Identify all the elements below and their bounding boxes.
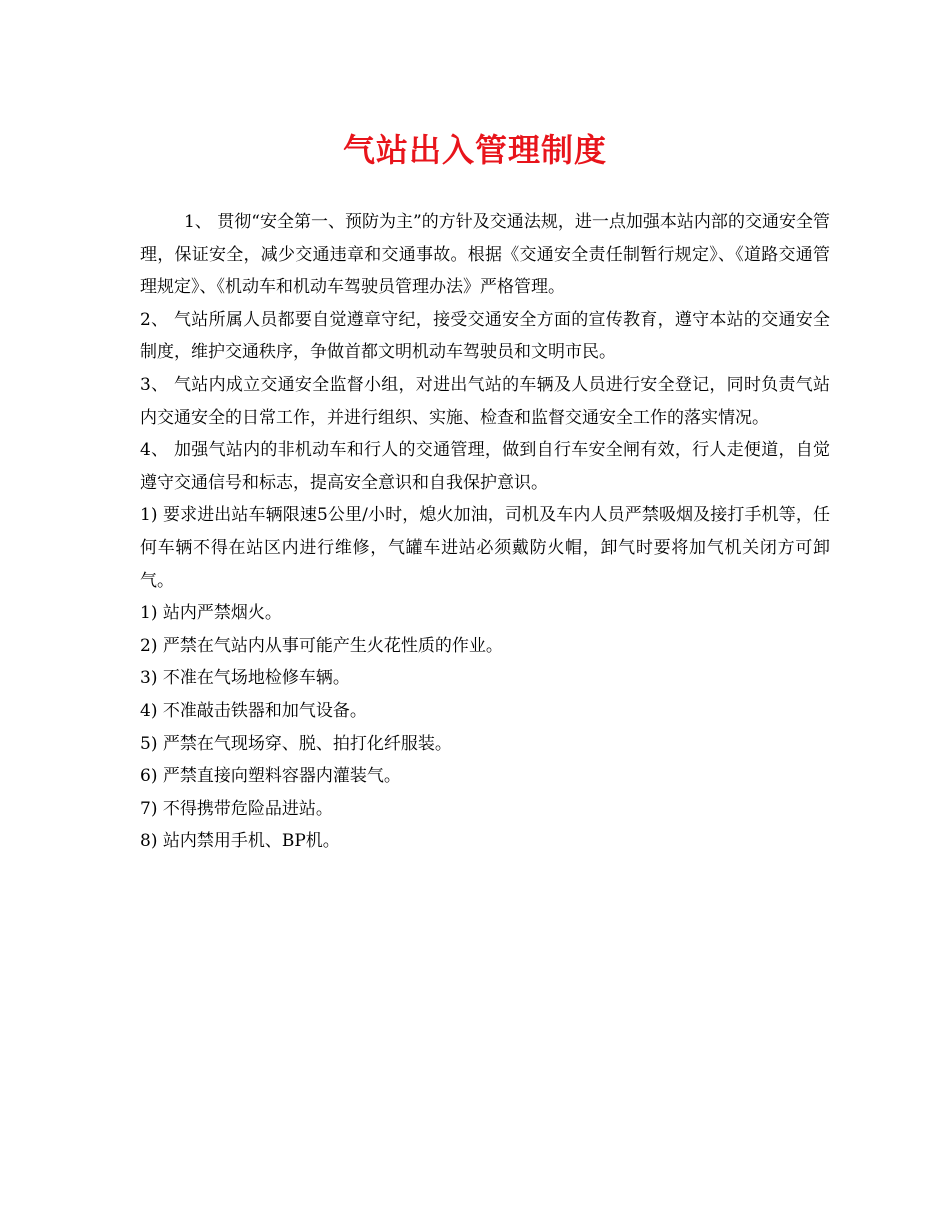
paragraph-5: 1) 要求进出站车辆限速5公里/小时，熄火加油，司机及车内人员严禁吸烟及接打手机等，任何车辆不得在站区内进行维修，气罐车进站必须戴防火帽，卸气时要将加气机关闭方可卸气。 bbox=[140, 505, 830, 591]
paragraph-4: 4、 加强气站内的非机动车和行人的交通管理，做到自行车安全闸有效，行人走便道，自觉遵守交通信号和标志，提高安全意识和自我保护意识。 bbox=[140, 440, 830, 493]
list-item: 4) 不准敲击铁器和加气设备。 bbox=[140, 700, 367, 721]
paragraph-3: 3、 气站内成立交通安全监督小组，对进出气站的车辆及人员进行安全登记，同时负责气站内交通安全的日常工作，并进行组织、实施、检查和监督交通安全工作的落实情况。 bbox=[140, 374, 830, 428]
list-item: 2) 严禁在气站内从事可能产生火花性质的作业。 bbox=[140, 635, 503, 656]
paragraph-1: 1、 贯彻“安全第一、预防为主”的方针及交通法规，进一点加强本站内部的交通安全管理，保证安全，减少交通违章和交通事故。根据《交通安全责任制暂行规定》、《道路交通管理规定》、《机动车和机动车驾驶员管理办法》严格管理。 bbox=[140, 212, 830, 298]
list-item: 8) 站内禁用手机、BP机。 bbox=[140, 831, 340, 852]
list-item: 6) 严禁直接向塑料容器内灌装气。 bbox=[140, 766, 401, 787]
list-item: 5) 严禁在气现场穿、脱、拍打化纤服装。 bbox=[140, 733, 452, 754]
document-title: 气站出入管理制度 bbox=[342, 131, 607, 169]
list-item: 1) 站内严禁烟火。 bbox=[140, 603, 282, 624]
list-item: 3) 不准在气场地检修车辆。 bbox=[140, 668, 350, 689]
document-body bbox=[140, 206, 830, 858]
paragraph-2: 2、 气站所属人员都要自觉遵章守纪，接受交通安全方面的宣传教育，遵守本站的交通安全制度，维护交通秩序，争做首都文明机动车驾驶员和文明市民。 bbox=[140, 309, 830, 363]
list-item: 7) 不得携带危险品进站。 bbox=[140, 798, 333, 819]
